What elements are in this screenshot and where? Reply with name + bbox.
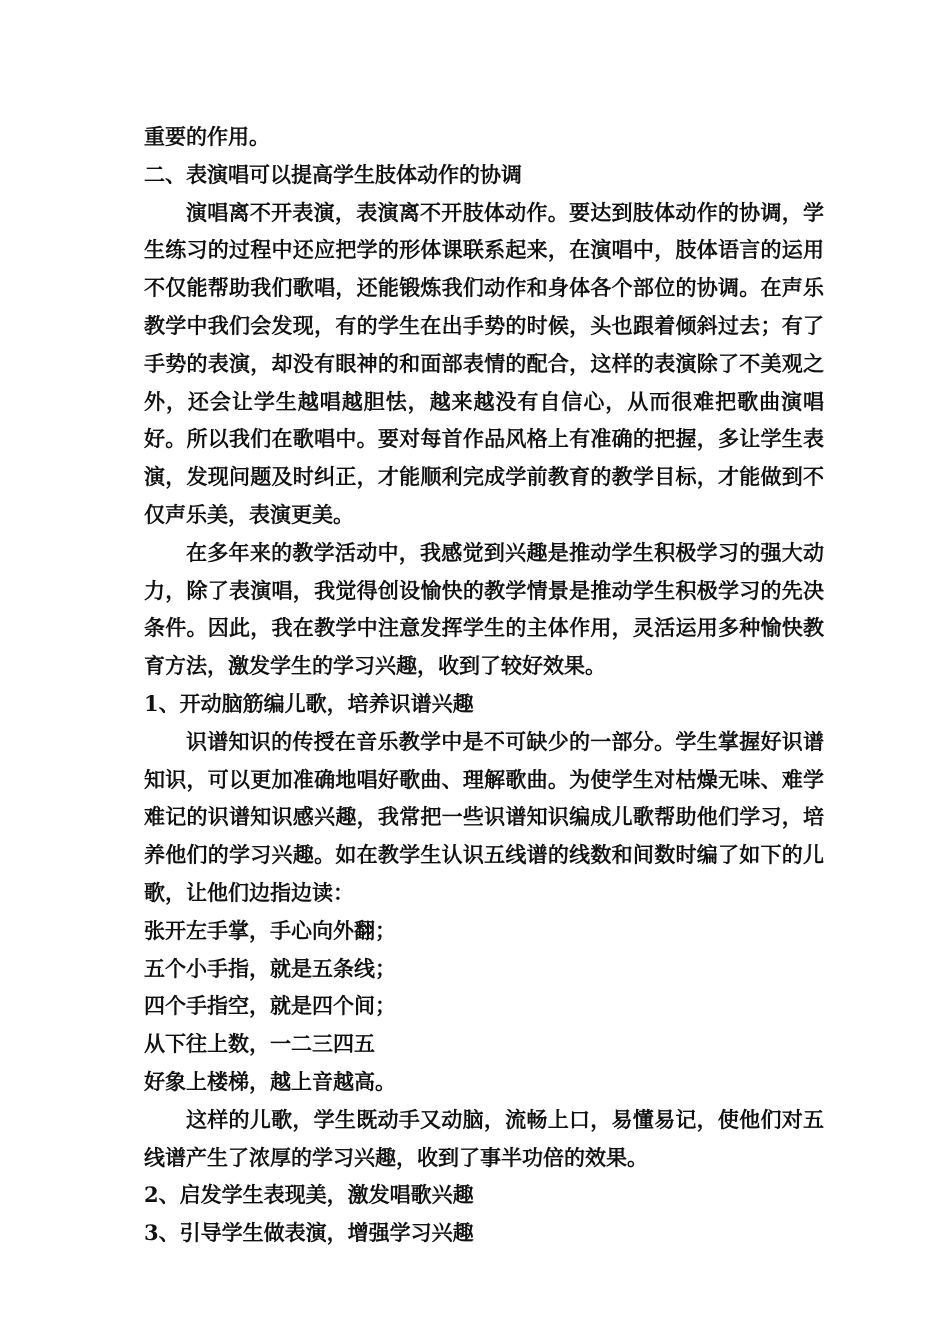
subheading-2: 2、启发学生表现美，激发唱歌兴趣 (144, 1182, 474, 1208)
paragraph-notation: 识谱知识的传授在音乐教学中是不可缺少的一部分。学生掌握好识谱知识，可以更加准确地唱好歌曲、理解歌曲。为使学生对枯燥无味、难学难记的识谱知识感兴趣，我常把一些识谱知识编成儿歌帮助他们学习，培养他们的学习兴趣。如在教学生认识五线谱的线数和间数时编了如下的儿歌，让他们边指边读： (144, 728, 824, 905)
subheading-1: 1、开动脑筋编儿歌，培养识谱兴趣 (144, 690, 474, 716)
verse-line-5: 好象上楼梯，越上音越高。 (144, 1068, 396, 1094)
subheading-3: 3、引导学生做表演，增强学习兴趣 (144, 1220, 474, 1246)
verse-line-3: 四个手指空，就是四个间； (144, 993, 396, 1019)
paragraph-continuation: 重要的作用。 (144, 124, 270, 149)
verse-line-4: 从下往上数，一二三四五 (144, 1031, 375, 1057)
verse-line-1: 张开左手掌，手心向外翻； (144, 917, 396, 943)
paragraph-performance: 演唱离不开表演，表演离不开肢体动作。要达到肢体动作的协调，学生练习的过程中还应把学的形体课联系起来，在演唱中，肢体语言的运用不仅能帮助我们歌唱，还能锻炼我们动作和身体各个部位的协调。在声乐教学中我们会发现，有的学生在出手势的时候，头也跟着倾斜过去；有了手势的表演，却没有眼神的和面部表情的配合，这样的表演除了不美观之外，还会让学生越唱越胆怯，越来越没有自信心，从而很难把歌曲演唱好。所以我们在歌唱中。要对每首作品风格上有准确的把握，多让学生表演，发现问题及时纠正，才能顺利完成学前教育的教学目标，才能做到不仅声乐美，表演更美。 (144, 199, 824, 527)
paragraph-interest: 在多年来的教学活动中，我感觉到兴趣是推动学生积极学习的强大动力，除了表演唱，我觉得创设愉快的教学情景是推动学生积极学习的先决条件。因此，我在教学中注意发挥学生的主体作用，灵活运用多种愉快教育方法，激发学生的学习兴趣，收到了较好效果。 (144, 539, 824, 679)
document-body (144, 118, 824, 1252)
verse-line-2: 五个小手指，就是五条线； (144, 955, 396, 981)
section-heading-2: 二、表演唱可以提高学生肢体动作的协调 (144, 161, 522, 187)
paragraph-result: 这样的儿歌，学生既动手又动脑，流畅上口，易懂易记，使他们对五线谱产生了浓厚的学习兴趣，收到了事半功倍的效果。 (144, 1106, 824, 1170)
